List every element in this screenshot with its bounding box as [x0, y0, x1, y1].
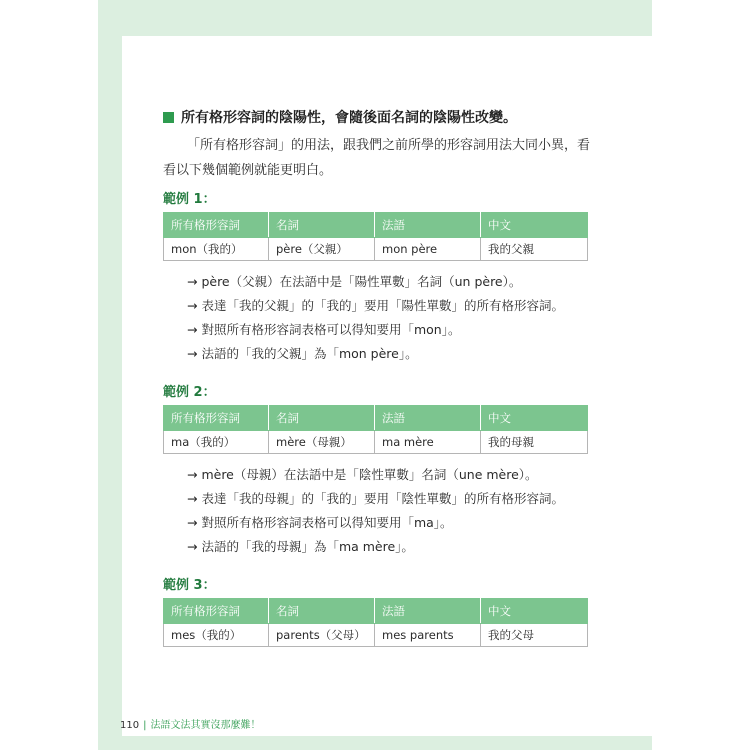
- header-cell: 中文: [481, 406, 588, 431]
- table-cell: 我的父親: [481, 238, 588, 261]
- note-line: → mère（母親）在法語中是「陰性單數」名詞（une mère）。: [187, 467, 538, 482]
- intro-line: 「所有格形容詞」的用法，跟我們之前所學的形容詞用法大同小異，看: [187, 138, 591, 153]
- note-line: → 法語的「我的父親」為「mon père」。: [187, 346, 418, 361]
- section-heading: [163, 107, 603, 127]
- table-row: [164, 238, 588, 261]
- header-cell: 法語: [375, 599, 481, 624]
- table-header-row: [164, 599, 588, 624]
- note-line: → 表達「我的母親」的「我的」要用「陰性單數」的所有格形容詞。: [187, 491, 564, 506]
- table-cell: père（父親）: [269, 238, 375, 261]
- example-2-table: [163, 405, 588, 454]
- note-line: → 對照所有格形容詞表格可以得知要用「mon」。: [187, 322, 461, 337]
- section-heading-text: 所有格形容詞的陰陽性，會隨後面名詞的陰陽性改變。: [181, 110, 517, 126]
- table-header-row: [164, 213, 588, 238]
- example-1-label: 範例 1：: [163, 192, 216, 207]
- example-1-notes: [187, 270, 607, 366]
- header-cell: 中文: [481, 599, 588, 624]
- example-2-label: 範例 2：: [163, 385, 216, 400]
- note-line: → 對照所有格形容詞表格可以得知要用「ma」。: [187, 515, 453, 530]
- table-cell: ma mère: [375, 431, 481, 454]
- example-2-notes: [187, 463, 607, 559]
- header-cell: 名詞: [269, 599, 375, 624]
- footer-divider: |: [143, 720, 147, 731]
- table-cell: mes（我的）: [164, 624, 269, 647]
- header-cell: 所有格形容詞: [164, 599, 269, 624]
- example-3-label: 範例 3：: [163, 578, 216, 593]
- header-cell: 所有格形容詞: [164, 213, 269, 238]
- table-cell: mon père: [375, 238, 481, 261]
- green-square-bullet-icon: [163, 112, 174, 123]
- page-footer: [120, 716, 260, 731]
- book-title: 法語文法其實沒那麼難！: [150, 720, 261, 731]
- header-cell: 名詞: [269, 406, 375, 431]
- note-line: → 表達「我的父親」的「我的」要用「陽性單數」的所有格形容詞。: [187, 298, 564, 313]
- header-cell: 法語: [375, 406, 481, 431]
- table-cell: 我的父母: [481, 624, 588, 647]
- table-cell: parents（父母）: [269, 624, 375, 647]
- header-cell: 名詞: [269, 213, 375, 238]
- header-cell: 法語: [375, 213, 481, 238]
- table-header-row: [164, 406, 588, 431]
- page-number: 110: [120, 720, 140, 731]
- table-cell: 我的母親: [481, 431, 588, 454]
- header-cell: 中文: [481, 213, 588, 238]
- intro-line: 看以下幾個範例就能更明白。: [163, 163, 333, 178]
- table-row: [164, 624, 588, 647]
- example-1-table: [163, 212, 588, 261]
- example-3-table: [163, 598, 588, 647]
- table-cell: ma（我的）: [164, 431, 269, 454]
- header-cell: 所有格形容詞: [164, 406, 269, 431]
- table-cell: mère（母親）: [269, 431, 375, 454]
- table-row: [164, 431, 588, 454]
- intro-paragraph: [163, 133, 593, 183]
- table-cell: mes parents: [375, 624, 481, 647]
- table-cell: mon（我的）: [164, 238, 269, 261]
- note-line: → 法語的「我的母親」為「ma mère」。: [187, 539, 414, 554]
- note-line: → père（父親）在法語中是「陽性單數」名詞（un père）。: [187, 274, 522, 289]
